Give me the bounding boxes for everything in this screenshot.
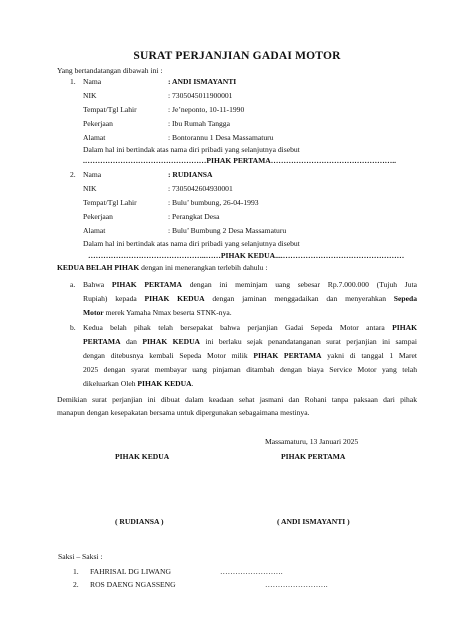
party-1-number: 1. (70, 77, 76, 86)
signature-left-name: ( RUDIANSA ) (115, 517, 164, 526)
intro-text: Yang bertandatangan dibawah ini : (57, 66, 163, 75)
witness-2-signature-line: ……………………. (265, 580, 328, 589)
party-2-address-value: : Bulu’ Bumbung 2 Desa Massamaturu (168, 226, 287, 235)
signature-right-title: PIHAK PERTAMA (281, 452, 346, 461)
bold-text: PERTAMA (83, 337, 121, 346)
bold-text: Motor (83, 308, 104, 317)
clause-b-line-2 (83, 337, 417, 347)
bold-text: PIHAK PERTAMA (253, 351, 322, 360)
text: yakni di tanggal 1 Maret (321, 351, 417, 360)
party-2-designation (88, 251, 404, 261)
party-1-designation (83, 156, 396, 166)
witness-2-number: 2. (73, 580, 79, 589)
clause-b-line-4 (83, 365, 417, 375)
clause-b-marker: b. (70, 323, 76, 332)
clause-a-marker: a. (70, 280, 76, 289)
witness-1-name: FAHRISAL DG LIWANG (90, 567, 171, 576)
party-1-name-label: Nama (83, 77, 102, 86)
closing-line-2: manapun dengan kesepakatan bersama untuk dipergunakan sebagaimana mestinya. (57, 408, 310, 417)
dots-right: ....………………………………………… (275, 251, 405, 260)
party-1-tag: PIHAK PERTAMA (206, 156, 271, 165)
dots-left: .………………………………………… (83, 156, 207, 165)
document-title: SURAT PERJANJIAN GADAI MOTOR (133, 50, 341, 62)
signature-right-name: ( ANDI ISMAYANTI ) (277, 517, 350, 526)
party-1-birth-label: Tempat/Tgl Lahir (83, 105, 137, 114)
party-2-birth-label: Tempat/Tgl Lahir (83, 198, 137, 207)
text: Kedua belah pihak telah bersepakat bahwa perjanjian Gadai Sepeda Motor antara (83, 323, 393, 332)
clause-b-line-3 (83, 351, 417, 361)
party-1-address-label: Alamat (83, 133, 106, 142)
bold-text: PIHAK KEDUA (137, 379, 192, 388)
closing-line-1: Demikian surat perjanjian ini dibuat dalam keadaan sehat jasmani dan Rohani tanpa paksaan dari pihak (57, 395, 417, 404)
dots-left: ………………………………………..…… (88, 251, 221, 260)
witness-1-signature-line: ……………………. (220, 567, 283, 576)
party-1-job-value: : Ibu Rumah Tangga (168, 119, 230, 128)
party-1-address-value: : Bontorannu 1 Desa Massamaturu (168, 133, 274, 142)
party-1-nik-value: : 7305045011900001 (168, 91, 233, 100)
party-2-job-label: Pekerjaan (83, 212, 113, 221)
text: dan (120, 337, 143, 346)
text: merek Yamaha Nmax beserta STNK-nya. (103, 308, 232, 317)
clause-a-line-3 (83, 308, 232, 318)
party-1-nik-label: NIK (83, 91, 97, 100)
bold-text: PIHAK KEDUA (142, 337, 201, 346)
party-2-nik-label: NIK (83, 184, 97, 193)
bold-text: PIHAK (392, 323, 417, 332)
clause-a-line-1 (83, 280, 417, 290)
text: dengan ditebusnya kembali Sepeda Motor milik (83, 351, 254, 360)
text: 2025 dengan syarat membayar uang pinjaman ditambah dengan biaya Service Motor yang telah (83, 365, 417, 374)
witness-label: Saksi – Saksi : (58, 552, 103, 561)
text: . (191, 379, 194, 388)
text: Bahwa (83, 280, 112, 289)
agreement-intro-rest: dengan ini menerangkan terlebih dahulu : (139, 263, 268, 272)
signature-left-title: PIHAK KEDUA (115, 452, 170, 461)
clause-b-line-1 (83, 323, 417, 333)
text: dengan ini meminjam uang sebesar Rp.7.000.000 (Tujuh Juta (181, 280, 417, 289)
party-2-nik-value: : 7305042604930001 (168, 184, 233, 193)
party-2-job-value: : Perangkat Desa (168, 212, 220, 221)
text: dengan jaminan menggadaikan dan menyerahkan (204, 294, 394, 303)
clause-b-line-5 (83, 379, 194, 389)
agreement-intro-bold: KEDUA BELAH PIHAK (57, 263, 140, 272)
bold-text: Sepeda (393, 294, 417, 303)
party-2-name-label: Nama (83, 170, 102, 179)
party-1-note: Dalam hal ini bertindak atas nama diri pribadi yang selanjutnya disebut (83, 145, 300, 154)
party-2-number: 2. (70, 170, 76, 179)
text: Rupiah) kepada (83, 294, 145, 303)
agreement-intro (57, 263, 268, 273)
witness-1-number: 1. (73, 567, 79, 576)
party-2-name-value: : RUDIANSA (168, 170, 213, 179)
text: ini berlaku sejak penandatanganan surat perjanjian ini sampai (200, 337, 417, 346)
party-1-job-label: Pekerjaan (83, 119, 113, 128)
party-2-address-label: Alamat (83, 226, 106, 235)
place-date: Massamaturu, 13 Januari 2025 (265, 437, 359, 446)
party-1-birth-value: : Je’neponto, 10-11-1990 (168, 105, 245, 114)
party-1-name-value: : ANDI ISMAYANTI (168, 77, 237, 86)
text: dikeluarkan Oleh (83, 379, 138, 388)
clause-a-line-2 (83, 294, 417, 304)
witness-2-name: ROS DAENG NGASSENG (90, 580, 176, 589)
bold-text: PIHAK PERTAMA (111, 280, 182, 289)
dots-right: ………………………………………….. (270, 156, 397, 165)
party-2-note: Dalam hal ini bertindak atas nama diri pribadi yang selanjutnya disebut (83, 239, 300, 248)
party-2-tag: PIHAK KEDUA (220, 251, 276, 260)
bold-text: PIHAK KEDUA (144, 294, 205, 303)
party-2-birth-value: : Bulu’ bumbung, 26-04-1993 (168, 198, 259, 207)
